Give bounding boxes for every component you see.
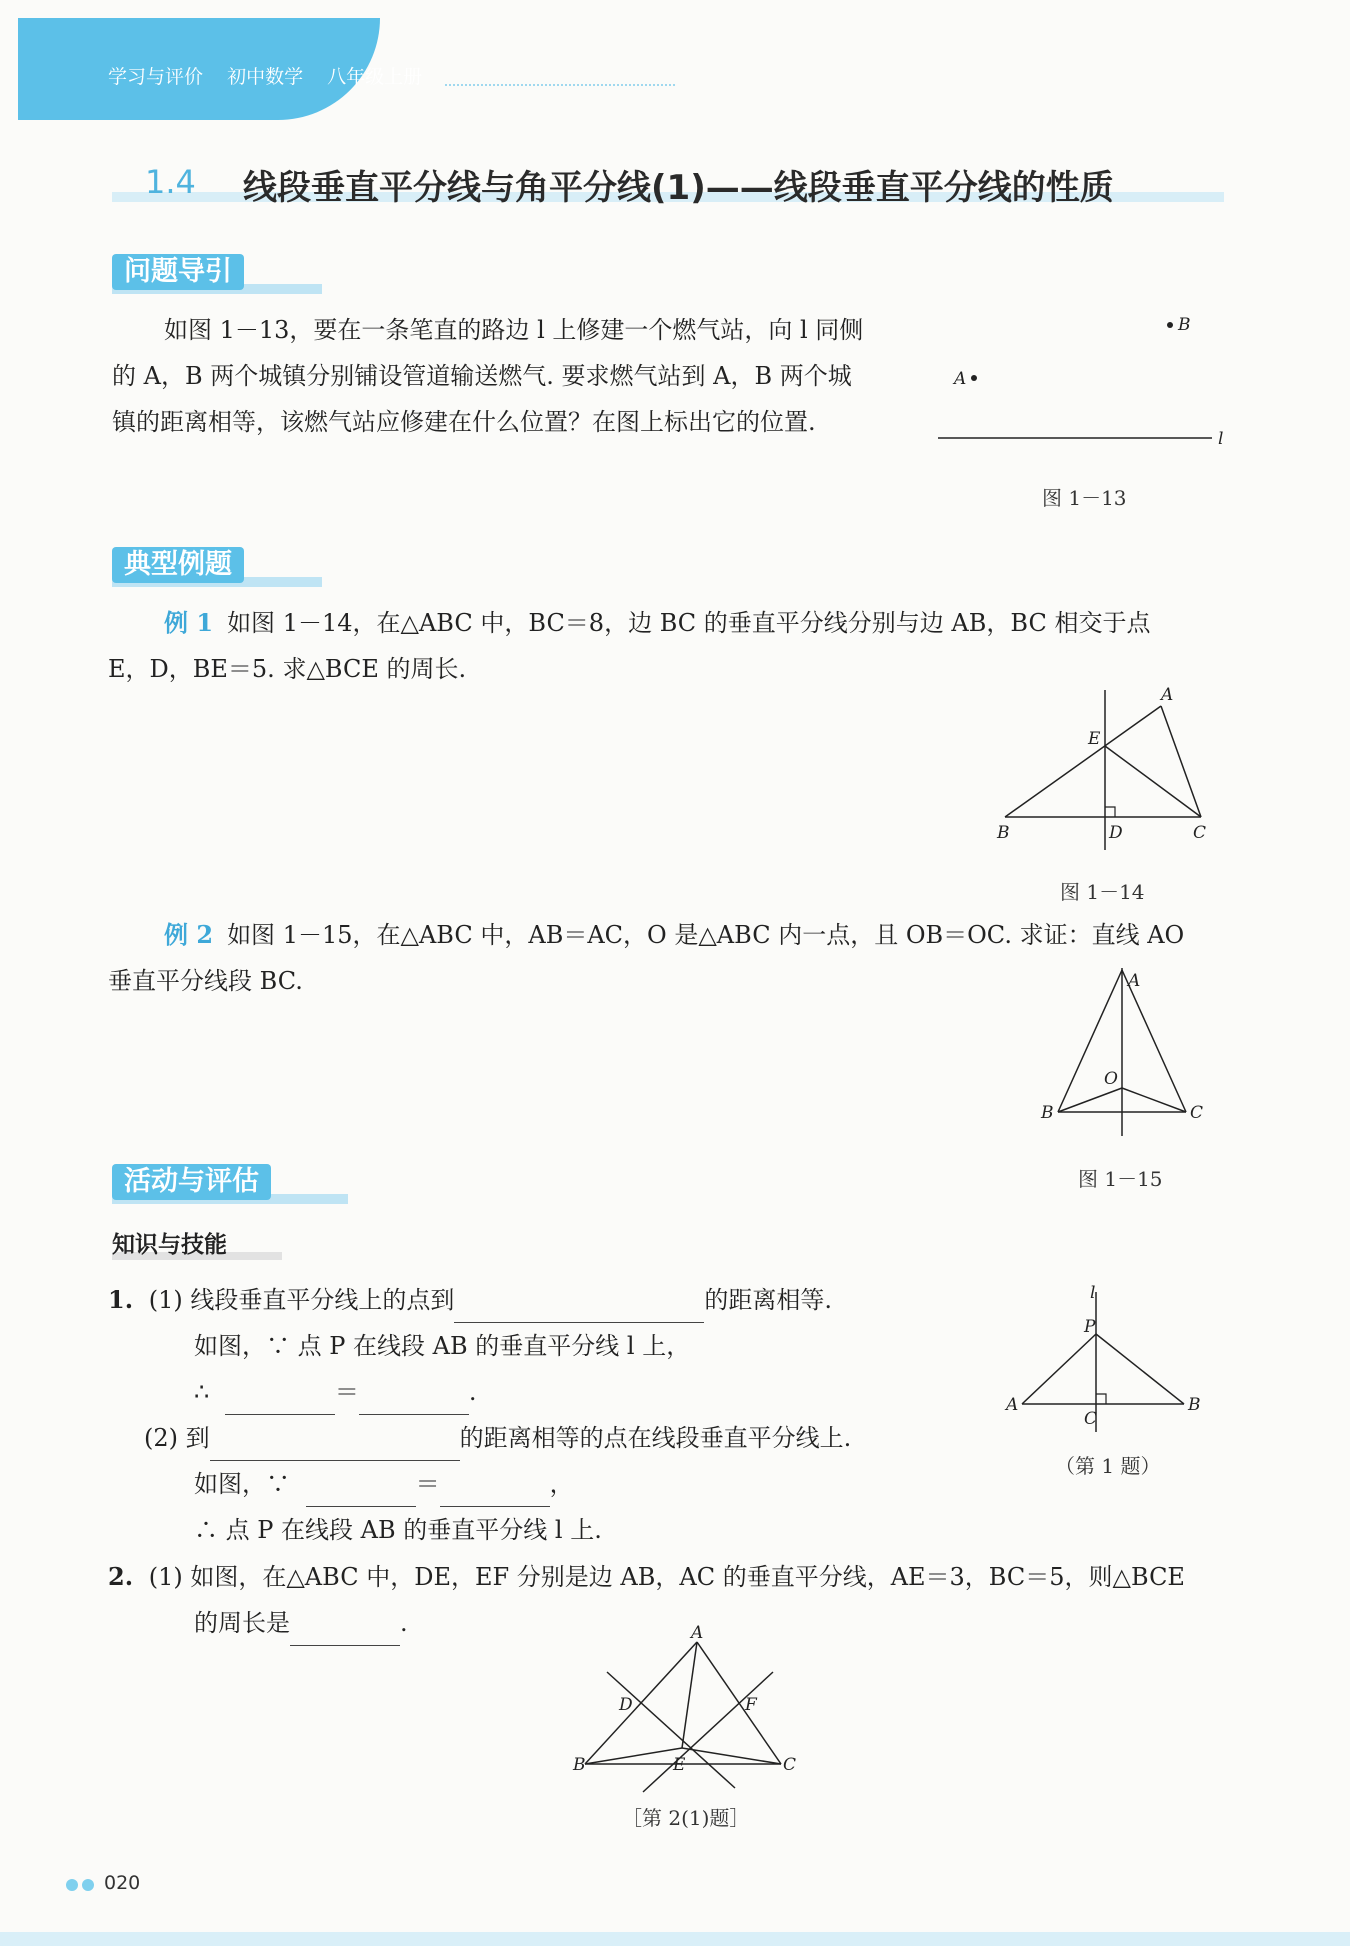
label-d: D (619, 1695, 633, 1715)
question-2-part-1-label: (1) (148, 1563, 183, 1591)
right-angle-mark (1105, 807, 1115, 817)
segment-ec (682, 1748, 781, 1764)
figure-question-1 (998, 1284, 1218, 1438)
figure-question-2 (565, 1624, 805, 1798)
example-1 (108, 600, 1248, 692)
section-head-examples: 典型例题 (112, 547, 244, 583)
figure-1-14-caption: 图 1－14 (1060, 880, 1145, 904)
section-number: 1.4 (145, 163, 196, 201)
answer-blank[interactable] (290, 1617, 400, 1646)
label-l: l (1090, 1284, 1096, 1303)
question-1-part-2-text: 到 (185, 1424, 210, 1452)
label-d: D (1109, 823, 1123, 843)
period: . (400, 1609, 408, 1637)
answer-blank[interactable] (225, 1386, 335, 1415)
subhead-skills: 知识与技能 (112, 1232, 227, 1258)
figure-1-13 (930, 310, 1230, 464)
label-e: E (673, 1755, 686, 1775)
example-1-line-1: 如图 1－14，在△ABC 中，BC＝8，边 BC 的垂直平分线分别与边 AB，BC 相交于点 (227, 609, 1151, 637)
question-1-part-1 (108, 1277, 928, 1323)
label-c: C (783, 1755, 797, 1775)
label-a: A (1161, 685, 1174, 705)
period: . (468, 1378, 477, 1406)
label-o: O (1104, 1069, 1118, 1089)
question-1-part-2 (108, 1415, 928, 1461)
figure-1-15 (1030, 960, 1210, 1144)
question-1-part-1-text: 线段垂直平分线上的点到 (190, 1286, 455, 1314)
segment-ae (682, 1642, 697, 1748)
line-ef (643, 1672, 773, 1792)
label-a: A (1006, 1395, 1019, 1415)
question-2-line-1: 如图，在△ABC 中，DE，EF 分别是边 AB，AC 的垂直平分线，AE＝3，BC＝5，则△BCE (190, 1563, 1185, 1591)
question-1-part-1-line-2: 如图，∵ 点 P 在线段 AB 的垂直平分线 l 上， (194, 1332, 691, 1360)
segment-ec (1105, 746, 1201, 817)
figure-1-13-caption: 图 1－13 (1042, 486, 1127, 510)
page-number: 020 (104, 1872, 141, 1894)
question-1-part-2-suffix: 的距离相等的点在线段垂直平分线上. (459, 1424, 852, 1452)
label-b: B (1188, 1395, 1201, 1415)
answer-blank[interactable] (440, 1478, 550, 1507)
segment-ba (1005, 706, 1161, 817)
segment-ab (1058, 970, 1122, 1112)
point-a (971, 375, 977, 381)
label-c: C (1084, 1409, 1098, 1429)
label-c: C (1193, 823, 1207, 843)
label-a: A (1128, 971, 1141, 991)
intro-line-3: 镇的距离相等，该燃气站应修建在什么位置？在图上标出它的位置. (112, 408, 816, 436)
question-1-part-2-line-2 (108, 1461, 928, 1507)
question-1-part-1-suffix: 的距离相等. (704, 1286, 832, 1314)
header-subject: 初中数学 (227, 66, 304, 88)
point-b (1167, 322, 1173, 328)
page-dot (82, 1879, 94, 1891)
example-2-line-1: 如图 1－15，在△ABC 中，AB＝AC，O 是△ABC 内一点，且 OB＝OC. 求证：直线 AO (227, 921, 1185, 949)
example-1-label: 例 1 (164, 608, 214, 637)
question-2-line-2-text: 的周长是 (194, 1609, 290, 1637)
question-1-part-2-line-3: ∴ 点 P 在线段 AB 的垂直平分线 l 上. (194, 1516, 602, 1544)
question-1-part-2-label: (2) (144, 1424, 178, 1452)
segment-ap (1022, 1334, 1096, 1404)
example-2-label: 例 2 (164, 920, 214, 949)
because-text: 如图，∵ (194, 1470, 290, 1498)
intro-line-2: 的 A，B 两个城镇分别铺设管道输送燃气. 要求燃气站到 A，B 两个城 (112, 362, 852, 390)
segment-ac (1122, 970, 1186, 1112)
equals-sign: ＝ (334, 1378, 359, 1406)
label-l: l (1218, 429, 1224, 449)
label-e: E (1088, 729, 1101, 749)
header-breadcrumb (108, 62, 440, 89)
figure-question-1-caption: （第 1 题） (1055, 1454, 1161, 1478)
answer-blank[interactable] (454, 1294, 704, 1323)
header-dotted-line (445, 84, 675, 86)
segment-ac (1161, 706, 1201, 817)
answer-blank[interactable] (359, 1386, 469, 1415)
page-title: 线段垂直平分线与角平分线(1)——线段垂直平分线的性质 (243, 168, 1114, 208)
label-b: B (1041, 1103, 1054, 1123)
section-head-activities: 活动与评估 (112, 1164, 271, 1200)
answer-blank[interactable] (306, 1478, 416, 1507)
intro-text (112, 307, 932, 445)
example-2-line-2: 垂直平分线段 BC. (108, 967, 303, 995)
segment-be (585, 1748, 682, 1764)
label-a: A (954, 369, 967, 389)
line-de (607, 1672, 735, 1788)
example-1-line-2: E，D，BE＝5. 求△BCE 的周长. (108, 655, 467, 683)
footer-band (0, 1932, 1350, 1946)
figure-1-14 (995, 682, 1225, 856)
question-1-part-1-label: (1) (148, 1286, 183, 1314)
segment-pb (1096, 1334, 1184, 1404)
label-p: P (1084, 1317, 1096, 1337)
question-1-number: 1. (108, 1285, 134, 1314)
question-2-number: 2. (108, 1562, 134, 1591)
question-1 (108, 1277, 928, 1553)
label-c: C (1190, 1103, 1204, 1123)
comma: ， (549, 1470, 574, 1498)
header-grade: 八年级上册 (327, 66, 423, 88)
intro-line-1: 如图 1－13，要在一条笔直的路边 l 上修建一个燃气站，向 l 同侧 (164, 316, 864, 344)
answer-blank[interactable] (210, 1432, 460, 1461)
header-series: 学习与评价 (108, 66, 204, 88)
label-b: B (1178, 315, 1191, 335)
section-head-intro: 问题导引 (112, 254, 244, 290)
label-b: B (997, 823, 1010, 843)
question-1-part-1-line-3 (108, 1369, 928, 1415)
page-dot (66, 1879, 78, 1891)
therefore-symbol: ∴ (194, 1378, 210, 1406)
label-a: A (691, 1624, 704, 1643)
question-2-part-1 (108, 1554, 1248, 1600)
figure-question-2-caption: ［第 2(1)题］ (622, 1806, 750, 1830)
equals-sign: ＝ (415, 1470, 440, 1498)
label-b: B (573, 1755, 586, 1775)
figure-1-15-caption: 图 1－15 (1078, 1167, 1163, 1191)
label-f: F (745, 1695, 757, 1715)
right-angle-mark (1096, 1394, 1106, 1404)
